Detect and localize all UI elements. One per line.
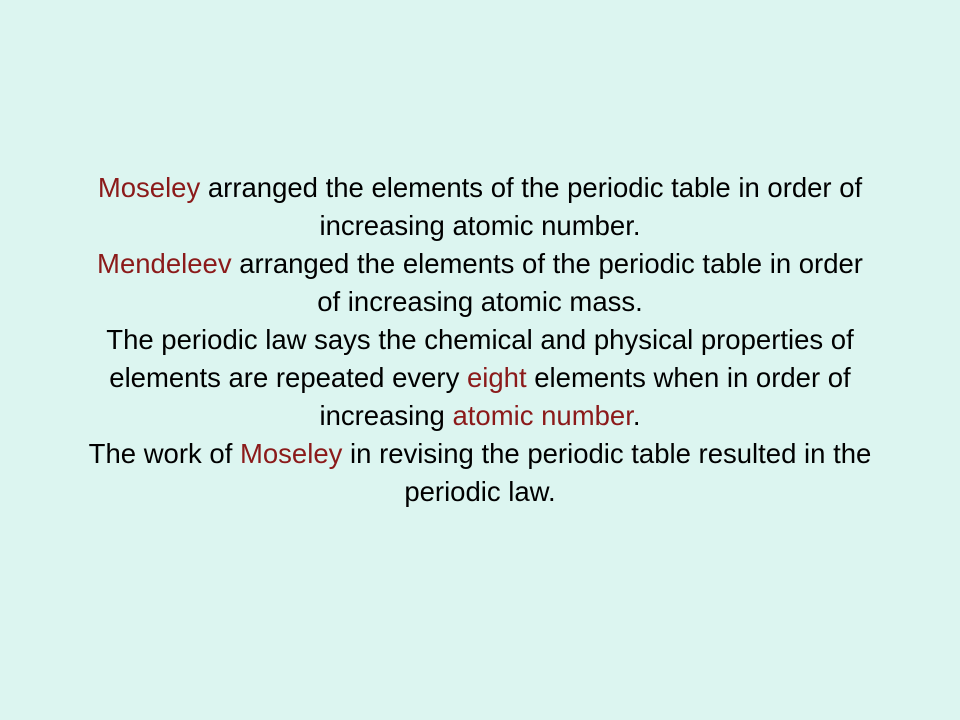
highlight-eight: eight (466, 362, 527, 393)
paragraph-text: The periodic law says the chemical and physical properties of elements are repeated every (106, 324, 854, 393)
highlight-atomic-number: atomic number (452, 400, 633, 431)
paragraph-periodic-law (86, 321, 874, 435)
highlight-mendeleev: Mendeleev (97, 248, 232, 279)
paragraph-text: . (632, 400, 641, 431)
paragraph-text: elements when in order of increasing (319, 362, 851, 431)
paragraph-mendeleev (86, 245, 874, 321)
paragraph-text: in revising the periodic table resulted in the periodic law. (342, 438, 872, 507)
paragraph-text: arranged the elements of the periodic table in order of increasing atomic number. (200, 172, 863, 241)
paragraph-text: The work of (88, 438, 240, 469)
highlight-moseley: Moseley (97, 172, 201, 203)
slide-body (86, 169, 874, 511)
paragraph-moseley-work (86, 435, 874, 511)
paragraph-text: arranged the elements of the periodic table in order of increasing atomic mass. (231, 248, 863, 317)
highlight-moseley: Moseley (239, 438, 343, 469)
paragraph-moseley (86, 169, 874, 245)
